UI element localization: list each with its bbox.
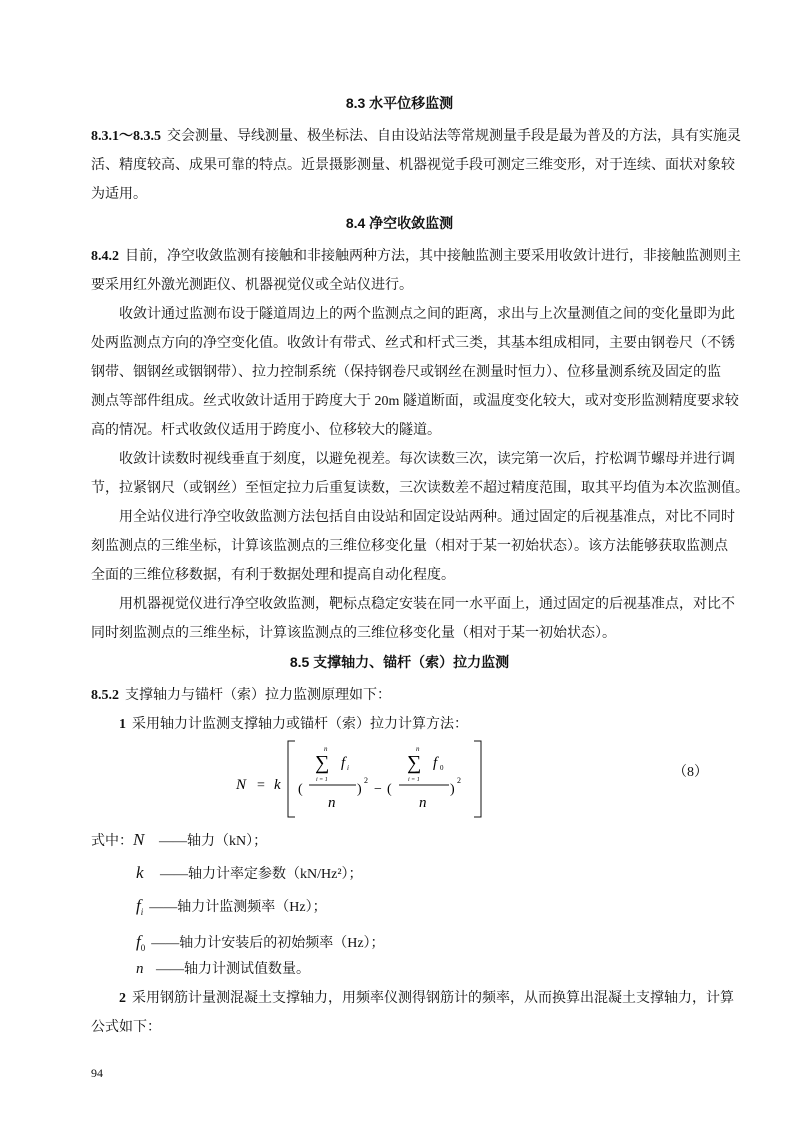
sum-lower: i = 1 — [316, 777, 328, 783]
definition: ——轴力计安装后的初始频率（Hz）； — [151, 936, 385, 951]
item-number: 2 — [119, 991, 126, 1006]
clause-number: 8.5.2 — [91, 688, 119, 703]
right-bracket — [474, 741, 481, 817]
minus: − — [374, 782, 382, 797]
f0: f — [433, 755, 438, 771]
text-line: 用机器视觉仪进行净空收敛监测，靶标点稳定安装在同一水平面上，通过固定的后视基准点，对比不 — [119, 597, 735, 612]
symbol: k — [136, 863, 144, 882]
formula-equals: = — [257, 778, 265, 793]
definition-row — [91, 925, 708, 955]
text-line: 钢带、铟钢丝或铟钢带）、拉力控制系统（保持钢卷尺或钢丝在测量时恒力）、位移量测系统及固定的监 — [91, 365, 721, 380]
text-line — [91, 710, 708, 739]
definition-row — [91, 889, 708, 925]
text: 支撑轴力与锚杆（索）拉力监测原理如下： — [125, 688, 391, 703]
section-heading-8-5: 8.5 支撑轴力、锚杆（索）拉力监测 — [289, 654, 510, 670]
square: 2 — [457, 776, 461, 785]
text: 采用轴力计监测支撑轴力或锚杆（索）拉力计算方法： — [132, 717, 468, 732]
text-line: 用全站仪进行净空收敛监测方法包括自由设站和固定设站两种。通过固定的后视基准点，对比不同时 — [119, 510, 735, 525]
f0-sub: 0 — [440, 764, 444, 772]
definition: ——轴力（kN）； — [159, 834, 268, 849]
section-heading-8-4: 8.4 净空收敛监测 — [345, 215, 454, 231]
fi-sub: i — [347, 764, 349, 772]
equation-number: （8） — [673, 765, 708, 780]
definition-row — [91, 823, 708, 856]
where-label: 式中： — [91, 834, 133, 849]
document-page — [91, 89, 749, 1042]
paren: ) — [450, 782, 455, 797]
text-line: 同时刻监测点的三维坐标，计算该监测点的三维位移变化量（相对于某一初始状态）。 — [91, 626, 616, 641]
square: 2 — [364, 776, 368, 785]
formula-k: k — [274, 777, 281, 793]
symbol: f — [136, 932, 141, 951]
text-line: 收敛计通过监测布设于隧道周边上的两个监测点之间的距离，求出与上次量测值之间的变化量即为此 — [119, 307, 735, 322]
paren: ( — [387, 782, 392, 797]
text-line: 要采用红外激光测距仪、机器视觉仪或全站仪进行。 — [91, 278, 413, 293]
text-line: 公式如下： — [91, 1020, 161, 1035]
subscript: 0 — [140, 942, 146, 953]
definition: ——轴力计监测频率（Hz）； — [149, 900, 327, 915]
paren: ( — [298, 782, 303, 797]
sigma-1: ∑ — [315, 752, 330, 774]
sum-upper: n — [324, 745, 328, 753]
text-line — [91, 984, 734, 1013]
text: 交会测量、导线测量、极坐标法、自由设站法等常规测量手段是最为普及的方法，具有实施灵 — [167, 129, 741, 144]
text-line — [91, 242, 741, 271]
text-line: 收敛计读数时视线垂直于刻度，以避免视差。每次读数三次，读完第一次后，拧松调节螺母并进行调 — [119, 452, 735, 467]
left-bracket — [288, 741, 295, 817]
symbol: N — [133, 830, 145, 849]
clause-number: 8.3.1～8.3.5 — [91, 129, 161, 144]
text-line: 全面的三维位移数据，有利于数据处理和提高自动化程度。 — [91, 568, 455, 583]
fi: f — [341, 755, 346, 771]
text-line — [91, 122, 741, 151]
sum-upper: n — [416, 745, 420, 753]
symbol: n — [136, 961, 144, 977]
definition: ——轴力计测试值数量。 — [156, 962, 310, 977]
text-line: 节，拉紧钢尺（或钢丝）至恒定拉力后重复读数，三次读数差不超过精度范围，取其平均值为本次监测值。 — [91, 481, 749, 496]
definition-row — [91, 856, 708, 889]
item-number: 1 — [119, 717, 126, 732]
text: 采用钢筋计量测混凝土支撑轴力，用频率仪测得钢筋计的频率，从而换算出混凝土支撑轴力，计算 — [132, 991, 734, 1006]
definition-row — [91, 955, 708, 984]
text-line: 测点等部件组成。丝式收敛计适用于跨度大于 20m 隧道断面，或温度变化较大，或对变形监测精度要求较 — [91, 394, 739, 409]
clause-number: 8.4.2 — [91, 249, 119, 264]
denominator: n — [328, 795, 336, 811]
text: 目前，净空收敛监测有接触和非接触两种方法，其中接触监测主要采用收敛计进行，非接触监测则主 — [125, 249, 741, 264]
text-line — [91, 681, 708, 710]
formula-lhs: N — [236, 777, 247, 793]
subscript: i — [140, 906, 144, 917]
text-line: 刻监测点的三维坐标，计算该监测点的三维位移变化量（相对于某一初始状态）。该方法能够获取监测点 — [91, 539, 728, 554]
sum-lower: i = 1 — [408, 777, 420, 783]
text-line: 活、精度较高、成果可靠的特点。近景摄影测量、机器视觉手段可测定三维变形，对于连续、面状对象较 — [91, 158, 735, 173]
text-line: 高的情况。杆式收敛仪适用于跨度小、位移较大的隧道。 — [91, 423, 441, 438]
page-number: 94 — [91, 1066, 103, 1080]
text-line: 为适用。 — [91, 187, 147, 202]
formula-8 — [91, 739, 708, 823]
sigma-2: ∑ — [407, 752, 422, 774]
text-line: 处两监测点方向的净空变化值。收敛计有带式、丝式和杆式三类，其基本组成相同，主要由钢卷尺（不锈 — [91, 336, 735, 351]
paren: ) — [357, 782, 362, 797]
denominator: n — [419, 795, 427, 811]
symbol: f — [136, 896, 141, 915]
definition: ——轴力计率定参数（kN/Hz²）； — [160, 867, 363, 882]
section-heading-8-3: 8.3 水平位移监测 — [345, 95, 454, 111]
